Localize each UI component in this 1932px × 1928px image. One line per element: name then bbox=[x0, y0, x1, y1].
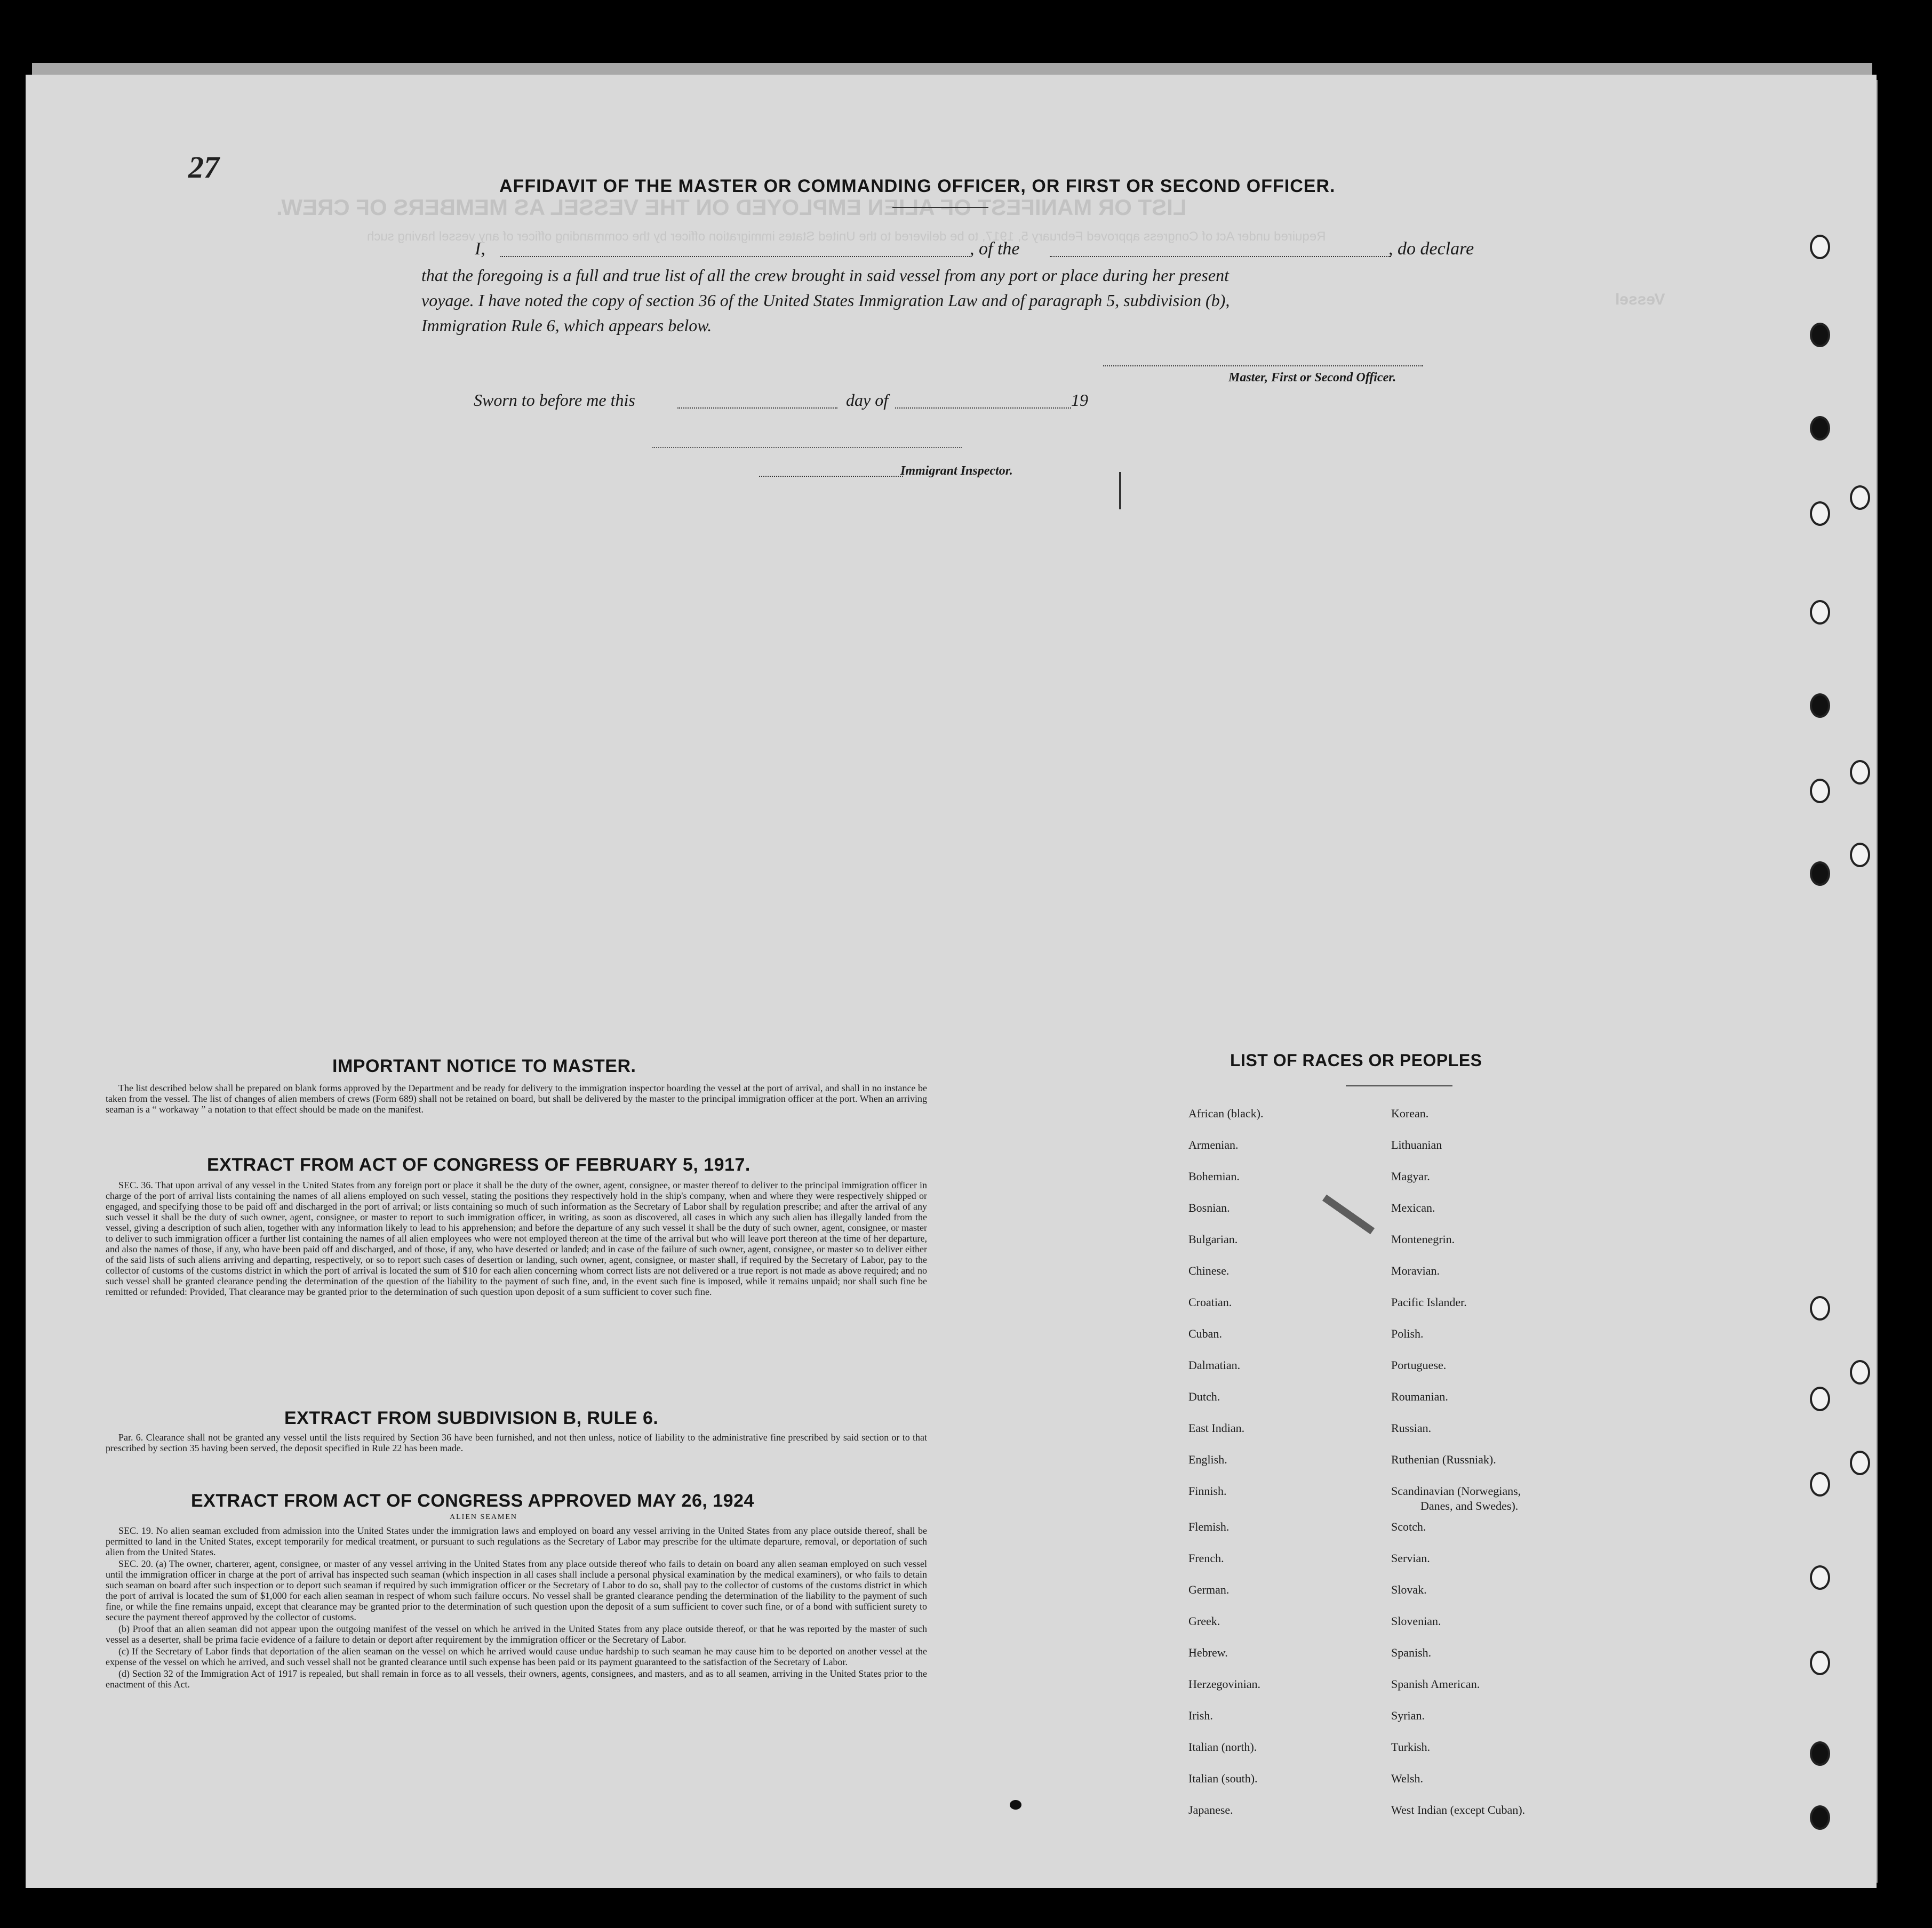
binder-hole bbox=[1810, 1472, 1830, 1497]
binder-hole bbox=[1810, 1805, 1830, 1830]
extract-1924-para-1: SEC. 19. No alien seaman excluded from admission into the United States under the immigration laws and employed on board any vessel arriving in the United States from any place outside thereof, shall be permitted to land in the United States, except temporarily for medical treatment, or pursuant to such regulations as the Secretary of Labor may prescribe for the ultimate departure, removal, or deportation of such alien from the United States. bbox=[106, 1525, 927, 1557]
bleed-through-line: Required under Act of Congress approved February 5, 1917, to be delivered to the United States immigration officer by the commanding officer of any vessel having such bbox=[367, 229, 1326, 244]
race-left-item: German. bbox=[1188, 1583, 1230, 1596]
race-right-item: Servian. bbox=[1391, 1551, 1430, 1565]
inspector-label: Immigrant Inspector. bbox=[900, 464, 1013, 478]
binder-hole bbox=[1850, 760, 1870, 785]
race-left-item: Bosnian. bbox=[1188, 1201, 1230, 1214]
race-right-item: Mexican. bbox=[1391, 1201, 1435, 1214]
race-left-item: Japanese. bbox=[1188, 1803, 1233, 1817]
race-right-item: Moravian. bbox=[1391, 1264, 1440, 1277]
extract-rule6-text: Par. 6. Clearance shall not be granted any vessel until the lists required by Section 36 have been furnished, and not then unless, notice of liability to the administrative fine prescribed by said section or to that prescribed by section 35 having been served, the deposit specified in Rule 22 has been made. bbox=[106, 1432, 927, 1453]
extract-1917-title: EXTRACT FROM ACT OF CONGRESS OF FEBRUARY 5, 1917. bbox=[207, 1155, 751, 1175]
affidavit-of-the-label: , of the bbox=[970, 239, 1020, 259]
races-title-rule bbox=[1346, 1085, 1452, 1086]
binder-hole bbox=[1810, 861, 1830, 886]
race-right-item: Magyar. bbox=[1391, 1170, 1430, 1183]
race-left-item: Greek. bbox=[1188, 1614, 1220, 1628]
notice-text: The list described below shall be prepared on blank forms approved by the Department and be ready for delivery to the immigration inspector boarding the vessel at the port of arrival, and shall in no instance be taken from the vessel. The list of changes of alien members of crews (Form 689) shall not be retained on board, but shall be delivered by the master to the principal immigration officer at the port. When an arriving seaman is a “ workaway ” a notation to that effect should be made on the manifest. bbox=[106, 1083, 927, 1115]
race-left-item: Flemish. bbox=[1188, 1520, 1230, 1533]
race-left-item: African (black). bbox=[1188, 1107, 1264, 1120]
extract-1924-para-5: (d) Section 32 of the Immigration Act of 1917 is repealed, but shall remain in force as to all vessels, their owners, agents, consignees, and masters, and as to all seamen, arriving in the United States prior to the enactment of this Act. bbox=[106, 1668, 927, 1690]
binder-hole bbox=[1810, 501, 1830, 526]
binder-hole bbox=[1810, 1651, 1830, 1675]
extract-1924-para-4: (c) If the Secretary of Labor finds that deportation of the alien seaman on the vessel on which he arrived would cause undue hardship to such seaman he may cause him to be deported on another vessel at the expense of the vessel on which he arrived, and such vessel shall not be granted clearance until such expense has been paid or its payment guaranteed to the satisfaction of the Secretary of Labor. bbox=[106, 1646, 927, 1667]
binder-hole bbox=[1810, 1296, 1830, 1321]
binder-hole bbox=[1850, 485, 1870, 510]
master-signature-label: Master, First or Second Officer. bbox=[1228, 371, 1396, 385]
race-right-item: Turkish. bbox=[1391, 1740, 1431, 1754]
binder-hole bbox=[1810, 416, 1830, 441]
race-left-item: Italian (north). bbox=[1188, 1740, 1257, 1754]
binder-hole bbox=[1810, 1387, 1830, 1411]
ink-smudge bbox=[1322, 1195, 1375, 1235]
extract-rule6-title: EXTRACT FROM SUBDIVISION B, RULE 6. bbox=[284, 1408, 659, 1428]
handwritten-mark: 27 bbox=[188, 150, 219, 185]
binder-hole bbox=[1810, 1741, 1830, 1766]
race-right-item: Portuguese. bbox=[1391, 1358, 1447, 1372]
race-right-item: Scotch. bbox=[1391, 1520, 1426, 1533]
race-right-item: Russian. bbox=[1391, 1421, 1432, 1435]
extract-1917-block bbox=[106, 1180, 927, 1298]
race-left-item: Herzegovinian. bbox=[1188, 1677, 1260, 1691]
race-left-item: Dutch. bbox=[1188, 1390, 1220, 1403]
race-left-item: Bulgarian. bbox=[1188, 1233, 1238, 1246]
race-right-item: Korean. bbox=[1391, 1107, 1429, 1120]
extract-1924-para-2: SEC. 20. (a) The owner, charterer, agent, consignee, or master of any vessel arriving in the United States from any place outside thereof who fails to detain on board any alien seaman employed on such vessel until the immigration officer in charge at the port of arrival has inspected such seaman (which inspection in all cases shall include a personal physical examination by the medical examiners), or who fails to detain such seaman on board after such inspection or to deport such seaman if required by such immigration officer or the Secretary of Labor to do so, shall pay to the collector of customs of the customs district in which the port of arrival is located the sum of $1,000 for each alien seaman in respect of whom such failure occurs. No vessel shall be granted clearance pending the determination of the liability to the payment of such fine, or while the fine remains unpaid, except that clearance may be granted prior to the determination of such question upon the deposit of a sum sufficient to cover such fine, or of a bond with sufficient surety to secure the payment thereof approved by the collector of customs. bbox=[106, 1558, 927, 1622]
binder-hole bbox=[1810, 600, 1830, 625]
race-right-item: Polish. bbox=[1391, 1327, 1424, 1340]
affidavit-body-line1: that the foregoing is a full and true list of all the crew brought in said vessel from any port or place during her present bbox=[421, 266, 1229, 285]
affidavit-body-line2: voyage. I have noted the copy of section 36 of the United States Immigration Law and of paragraph 5, subdivision (b), bbox=[421, 291, 1230, 310]
binder-hole bbox=[1810, 693, 1830, 718]
bleed-through-vessel: Vessel bbox=[1615, 291, 1665, 308]
sworn-text: Sworn to before me this bbox=[474, 390, 635, 410]
affidavit-title-rule bbox=[892, 207, 988, 208]
pencil-stroke bbox=[1119, 472, 1121, 509]
extract-1924-para-3: (b) Proof that an alien seaman did not appear upon the outgoing manifest of the vessel on which he arrived in the United States from any place outside thereof, or that he was reported by the master of such vessel as a deserter, shall be prima facie evidence of a failure to detain or deport after requirement by the immigration officer or the Secretary of Labor. bbox=[106, 1623, 927, 1645]
races-title: LIST OF RACES OR PEOPLES bbox=[1230, 1051, 1482, 1070]
affidavit-i-label: I, bbox=[475, 239, 485, 259]
notice-text-block bbox=[106, 1083, 927, 1116]
ink-smudge-dot bbox=[1010, 1800, 1021, 1810]
race-right-item: Ruthenian (Russniak). bbox=[1391, 1453, 1496, 1466]
sworn-year-prefix: 19 bbox=[1071, 390, 1088, 410]
race-left-item: East Indian. bbox=[1188, 1421, 1245, 1435]
sworn-month-line bbox=[895, 407, 1071, 409]
race-right-item: Spanish. bbox=[1391, 1646, 1432, 1659]
race-left-item: Cuban. bbox=[1188, 1327, 1222, 1340]
race-right-item: Danes, and Swedes). bbox=[1420, 1499, 1519, 1513]
race-right-item: West Indian (except Cuban). bbox=[1391, 1803, 1526, 1817]
affidavit-title: AFFIDAVIT OF THE MASTER OR COMMANDING OFFICER, OR FIRST OR SECOND OFFICER. bbox=[499, 176, 1336, 196]
master-signature-line bbox=[1103, 365, 1423, 366]
bleed-through-title: LIST OR MANIFEST OF ALIEN EMPLOYED ON THE VESSEL AS MEMBERS OF CREW. bbox=[276, 195, 1187, 220]
binder-hole bbox=[1850, 843, 1870, 867]
race-right-item: Lithuanian bbox=[1391, 1138, 1442, 1151]
sworn-day-line bbox=[677, 407, 837, 409]
affidavit-name-line bbox=[500, 256, 970, 257]
race-left-item: French. bbox=[1188, 1551, 1224, 1565]
form-sheet bbox=[26, 75, 1877, 1888]
race-left-item: Hebrew. bbox=[1188, 1646, 1228, 1659]
affidavit-do-declare: , do declare bbox=[1388, 239, 1474, 259]
extract-1924-block bbox=[106, 1525, 927, 1691]
extract-1924-title: EXTRACT FROM ACT OF CONGRESS APPROVED MAY 26, 1924 bbox=[191, 1491, 754, 1511]
race-right-item: Spanish American. bbox=[1391, 1677, 1480, 1691]
race-left-item: Chinese. bbox=[1188, 1264, 1230, 1277]
affidavit-vessel-line bbox=[1050, 256, 1391, 257]
inspector-signature-line-top bbox=[652, 447, 962, 448]
race-right-item: Montenegrin. bbox=[1391, 1233, 1455, 1246]
binder-hole bbox=[1810, 779, 1830, 803]
binder-hole bbox=[1850, 1451, 1870, 1475]
race-left-item: Italian (south). bbox=[1188, 1772, 1258, 1785]
race-left-item: Armenian. bbox=[1188, 1138, 1239, 1151]
race-right-item: Pacific Islander. bbox=[1391, 1295, 1467, 1309]
race-left-item: Croatian. bbox=[1188, 1295, 1232, 1309]
race-left-item: Finnish. bbox=[1188, 1484, 1227, 1498]
race-right-item: Syrian. bbox=[1391, 1709, 1425, 1722]
race-right-item: Roumanian. bbox=[1391, 1390, 1448, 1403]
sworn-day-of: day of bbox=[846, 390, 889, 410]
race-left-item: Irish. bbox=[1188, 1709, 1213, 1722]
extract-rule6-block bbox=[106, 1432, 927, 1454]
affidavit-body-line3: Immigration Rule 6, which appears below. bbox=[421, 316, 712, 335]
inspector-signature-line bbox=[759, 476, 903, 477]
race-right-item: Scandinavian (Norwegians, bbox=[1391, 1484, 1521, 1498]
race-right-item: Slovak. bbox=[1391, 1583, 1427, 1596]
race-left-item: English. bbox=[1188, 1453, 1227, 1466]
race-left-item: Bohemian. bbox=[1188, 1170, 1240, 1183]
binder-hole bbox=[1850, 1360, 1870, 1385]
race-right-item: Welsh. bbox=[1391, 1772, 1423, 1785]
notice-title: IMPORTANT NOTICE TO MASTER. bbox=[332, 1056, 636, 1076]
binder-hole bbox=[1810, 1565, 1830, 1590]
binder-hole bbox=[1810, 323, 1830, 347]
extract-1917-text: SEC. 36. That upon arrival of any vessel in the United States from any foreign port or place it shall be the duty of the owner, agent, consignee, or master thereof to deliver to the principal immigration officer in charge of the port of arrival lists containing the names of all aliens employed on such vessel, stating the positions they respectively hold in the ship's company, when and where they were respectively shipped or engaged, and specifying those to be paid off and discharged in the port of arrival; or lists containing so much of such information as the Secretary of Labor shall by regulation prescribe; and after the arrival of any such vessel it shall be the duty of such owner, agent, consignee, or master to report to such immigration officer, in writing, as soon as discovered, all cases in which any such alien has illegally landed from the vessel, giving a description of such alien, together with any information likely to lead to his apprehension; and before the departure of any such vessel it shall be the duty of such owner, agent, consignee, or master to deliver to such immigration officer a further list containing the names of all alien employees who were not employed thereon at the time of the arrival but who will leave port thereon at the time of her departure, and also the names of those, if any, who have been paid off and discharged, and of those, if any, who have deserted or landed; and in case of the failure of such owner, agent, consignee, or master so to deliver either of the said lists of such aliens arriving and departing, respectively, or so to report such cases of desertion or landing, such owner, agent, consignee, or master shall, if required by the Secretary of Labor, pay to the collector of customs of the customs district in which the port of arrival is located the sum of $10 for each alien concerning whom correct lists are not delivered or a true report is not made as above required; and no such vessel shall be granted clearance pending the determination of the question of the liability to the payment of such fine, and, in the event such fine is imposed, while it remains unpaid; nor shall such fine be remitted or refunded: Provided, That clearance may be granted prior to the determination of such question upon deposit of a sum sufficient to cover such fine. bbox=[106, 1180, 927, 1297]
race-right-item: Slovenian. bbox=[1391, 1614, 1441, 1628]
binder-hole bbox=[1810, 235, 1830, 259]
extract-1924-subtitle: ALIEN SEAMEN bbox=[450, 1513, 518, 1521]
race-left-item: Dalmatian. bbox=[1188, 1358, 1241, 1372]
